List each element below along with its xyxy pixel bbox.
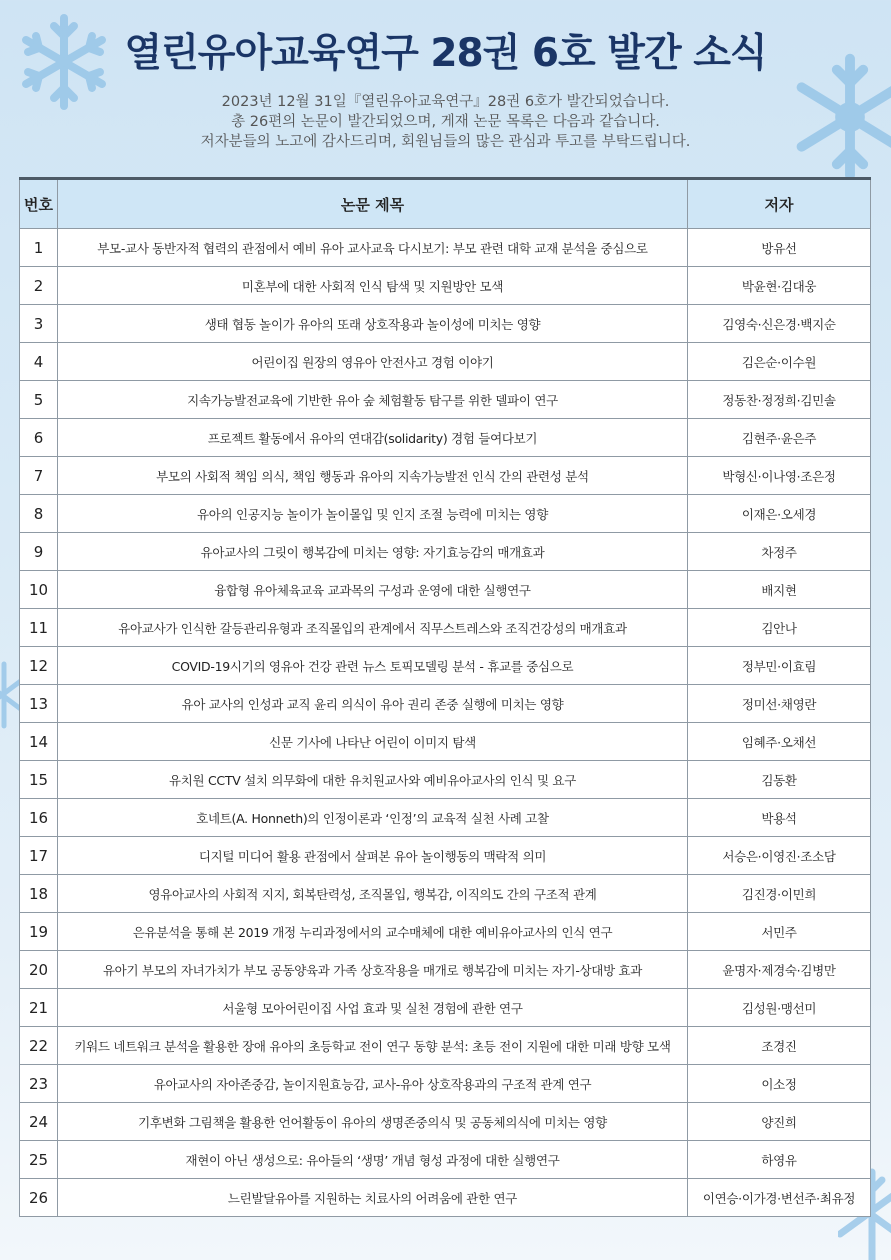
paper-author: 임혜주·오채선 [688, 723, 871, 761]
intro-line: 총 26편의 논문이 발간되었으며, 게재 논문 목록은 다음과 같습니다. [231, 114, 660, 130]
paper-title: 유아교사의 그릿이 행복감에 미치는 영향: 자기효능감의 매개효과 [58, 533, 688, 571]
table-row [20, 875, 871, 913]
header-title: 논문 제목 [58, 179, 688, 229]
paper-title: 미혼부에 대한 사회적 인식 탐색 및 지원방안 모색 [58, 267, 688, 305]
table-row [20, 457, 871, 495]
paper-author: 정부민·이효림 [688, 647, 871, 685]
paper-title: 기후변화 그림책을 활용한 언어활동이 유아의 생명존중의식 및 공동체의식에 미치는 영향 [58, 1103, 688, 1141]
paper-author: 김현주·윤은주 [688, 419, 871, 457]
table-row [20, 685, 871, 723]
paper-author: 양진희 [688, 1103, 871, 1141]
table-row [20, 799, 871, 837]
paper-number: 23 [20, 1065, 58, 1103]
intro-text [0, 92, 891, 152]
paper-title: COVID-19시기의 영유아 건강 관련 뉴스 토픽모델링 분석 - 휴교를 중심으로 [58, 647, 688, 685]
paper-number: 11 [20, 609, 58, 647]
paper-number: 25 [20, 1141, 58, 1179]
paper-title: 서울형 모아어린이집 사업 효과 및 실천 경험에 관한 연구 [58, 989, 688, 1027]
paper-author: 방유선 [688, 229, 871, 267]
paper-author: 박용석 [688, 799, 871, 837]
paper-number: 1 [20, 229, 58, 267]
paper-author: 김동환 [688, 761, 871, 799]
paper-title: 영유아교사의 사회적 지지, 회복탄력성, 조직몰입, 행복감, 이직의도 간의 구조적 관계 [58, 875, 688, 913]
table-row [20, 343, 871, 381]
page-title: 열린유아교육연구 28권 6호 발간 소식 [124, 31, 767, 76]
paper-number: 5 [20, 381, 58, 419]
paper-number: 12 [20, 647, 58, 685]
paper-number: 22 [20, 1027, 58, 1065]
table-row [20, 571, 871, 609]
table-row [20, 1179, 871, 1217]
table-row [20, 913, 871, 951]
paper-title: 유아의 인공지능 놀이가 놀이몰입 및 인지 조절 능력에 미치는 영향 [58, 495, 688, 533]
paper-title: 유아기 부모의 자녀가치가 부모 공동양육과 가족 상호작용을 매개로 행복감에 미치는 자기-상대방 효과 [58, 951, 688, 989]
paper-number: 18 [20, 875, 58, 913]
paper-list-table [19, 177, 871, 1217]
paper-number: 20 [20, 951, 58, 989]
table-row [20, 951, 871, 989]
paper-title: 지속가능발전교육에 기반한 유아 숲 체험활동 탐구를 위한 델파이 연구 [58, 381, 688, 419]
paper-author: 박윤현·김대웅 [688, 267, 871, 305]
paper-number: 16 [20, 799, 58, 837]
paper-title: 부모의 사회적 책임 의식, 책임 행동과 유아의 지속가능발전 인식 간의 관련성 분석 [58, 457, 688, 495]
paper-number: 2 [20, 267, 58, 305]
paper-author: 이소정 [688, 1065, 871, 1103]
paper-author: 윤명자·제경숙·김병만 [688, 951, 871, 989]
table-row [20, 761, 871, 799]
table-row [20, 1141, 871, 1179]
paper-number: 8 [20, 495, 58, 533]
table-row [20, 723, 871, 761]
table-header-row [20, 179, 871, 229]
header-author: 저자 [688, 179, 871, 229]
paper-author: 이연승·이가경·변선주·최유정 [688, 1179, 871, 1217]
paper-number: 26 [20, 1179, 58, 1217]
paper-author: 조경진 [688, 1027, 871, 1065]
paper-number: 3 [20, 305, 58, 343]
paper-number: 13 [20, 685, 58, 723]
paper-title: 생태 협동 놀이가 유아의 또래 상호작용과 놀이성에 미치는 영향 [58, 305, 688, 343]
table-row [20, 305, 871, 343]
paper-author: 김성원·맹선미 [688, 989, 871, 1027]
paper-author: 김영숙·신은경·백지순 [688, 305, 871, 343]
paper-author: 서승은·이영진·조소담 [688, 837, 871, 875]
paper-title: 유아 교사의 인성과 교직 윤리 의식이 유아 권리 존중 실행에 미치는 영향 [58, 685, 688, 723]
table-row [20, 419, 871, 457]
paper-author: 정동찬·정정희·김민솔 [688, 381, 871, 419]
table-row [20, 647, 871, 685]
paper-number: 15 [20, 761, 58, 799]
table-row [20, 1027, 871, 1065]
paper-title: 유치원 CCTV 설치 의무화에 대한 유치원교사와 예비유아교사의 인식 및 요구 [58, 761, 688, 799]
paper-author: 배지현 [688, 571, 871, 609]
paper-author: 김안나 [688, 609, 871, 647]
table-row [20, 609, 871, 647]
paper-title: 프로젝트 활동에서 유아의 연대감(solidarity) 경험 들여다보기 [58, 419, 688, 457]
paper-number: 4 [20, 343, 58, 381]
paper-author: 김진경·이민희 [688, 875, 871, 913]
paper-title: 부모-교사 동반자적 협력의 관점에서 예비 유아 교사교육 다시보기: 부모 관련 대학 교재 분석을 중심으로 [58, 229, 688, 267]
table-row [20, 381, 871, 419]
paper-title: 융합형 유아체육교육 교과목의 구성과 운영에 대한 실행연구 [58, 571, 688, 609]
paper-title: 어린이집 원장의 영유아 안전사고 경험 이야기 [58, 343, 688, 381]
paper-title: 디지털 미디어 활용 관점에서 살펴본 유아 놀이행동의 맥락적 의미 [58, 837, 688, 875]
paper-number: 6 [20, 419, 58, 457]
paper-number: 17 [20, 837, 58, 875]
paper-author: 서민주 [688, 913, 871, 951]
paper-author: 차정주 [688, 533, 871, 571]
paper-author: 하영유 [688, 1141, 871, 1179]
paper-author: 정미선·채영란 [688, 685, 871, 723]
paper-author: 이재은·오세경 [688, 495, 871, 533]
paper-number: 21 [20, 989, 58, 1027]
intro-line: 저자분들의 노고에 감사드리며, 회원님들의 많은 관심과 투고를 부탁드립니다. [200, 134, 691, 150]
paper-number: 19 [20, 913, 58, 951]
paper-author: 박형신·이나영·조은정 [688, 457, 871, 495]
paper-title: 유아교사의 자아존중감, 놀이지원효능감, 교사-유아 상호작용과의 구조적 관계 연구 [58, 1065, 688, 1103]
paper-number: 7 [20, 457, 58, 495]
table-row [20, 989, 871, 1027]
header-number: 번호 [20, 179, 58, 229]
table-row [20, 267, 871, 305]
table-row [20, 533, 871, 571]
paper-number: 9 [20, 533, 58, 571]
paper-author: 김은순·이수원 [688, 343, 871, 381]
paper-title: 느린발달유아를 지원하는 치료사의 어려움에 관한 연구 [58, 1179, 688, 1217]
paper-title: 키워드 네트워크 분석을 활용한 장애 유아의 초등학교 전이 연구 동향 분석: 초등 전이 지원에 대한 미래 방향 모색 [58, 1027, 688, 1065]
paper-number: 14 [20, 723, 58, 761]
table-row [20, 229, 871, 267]
paper-number: 24 [20, 1103, 58, 1141]
paper-title: 유아교사가 인식한 갈등관리유형과 조직몰입의 관계에서 직무스트레스와 조직건강성의 매개효과 [58, 609, 688, 647]
intro-line: 2023년 12월 31일『열린유아교육연구』28권 6호가 발간되었습니다. [221, 94, 670, 110]
paper-title: 재현이 아닌 생성으로: 유아들의 ‘생명’ 개념 형성 과정에 대한 실행연구 [58, 1141, 688, 1179]
table-row [20, 837, 871, 875]
paper-title: 호네트(A. Honneth)의 인정이론과 ‘인정’의 교육적 실천 사례 고찰 [58, 799, 688, 837]
paper-title: 신문 기사에 나타난 어린이 이미지 탐색 [58, 723, 688, 761]
paper-number: 10 [20, 571, 58, 609]
table-row [20, 1065, 871, 1103]
paper-title: 은유분석을 통해 본 2019 개정 누리과정에서의 교수매체에 대한 예비유아교사의 인식 연구 [58, 913, 688, 951]
table-row [20, 495, 871, 533]
table-row [20, 1103, 871, 1141]
